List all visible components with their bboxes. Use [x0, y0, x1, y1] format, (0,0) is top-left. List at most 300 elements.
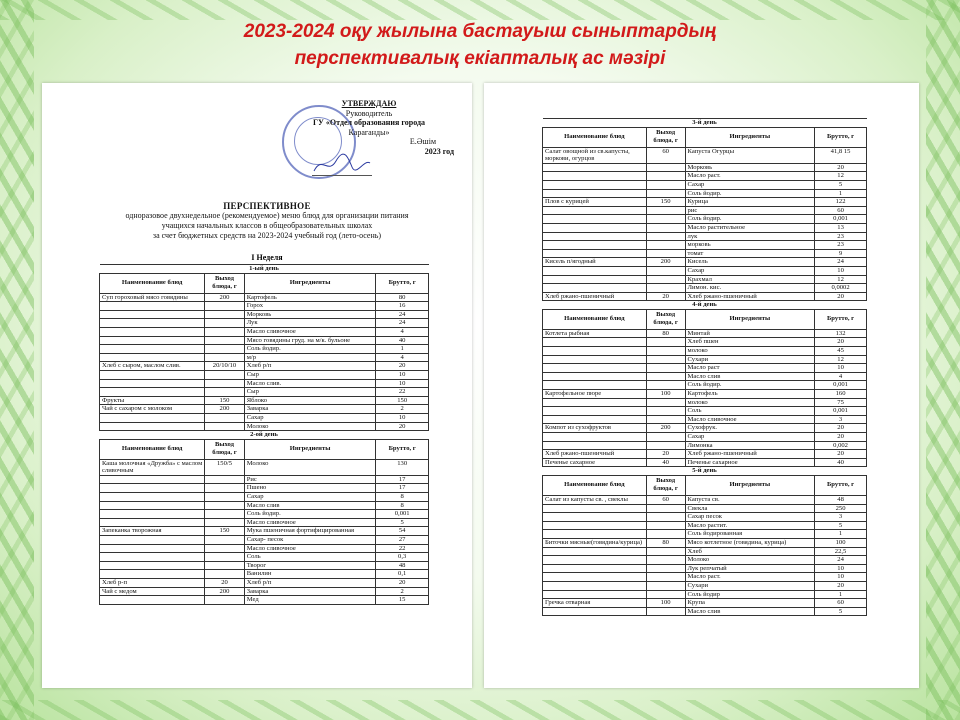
ingredient: Капуста Огурцы	[685, 147, 815, 163]
portion-size	[646, 504, 685, 513]
portion-size	[646, 172, 685, 181]
menu-row	[543, 206, 867, 215]
ingredient: Масло раст.	[685, 573, 815, 582]
gross-weight: 80	[376, 293, 429, 302]
gross-weight: 24	[815, 556, 867, 565]
dish-name: Каша молочная «Дружба» с маслом сливочным	[100, 459, 205, 475]
gross-weight: 8	[376, 501, 429, 510]
ingredient: Соль	[685, 407, 815, 416]
heading-title: ПЕРСПЕКТИВНОЕ	[223, 201, 311, 211]
dish-name	[100, 370, 205, 379]
ingredient: Масло растит.	[685, 521, 815, 530]
menu-row	[543, 198, 867, 207]
dish-name	[100, 596, 205, 605]
menu-row	[100, 501, 429, 510]
dish-name	[100, 553, 205, 562]
dish-name: Хлеб с сыром, маслом слив.	[100, 362, 205, 371]
gross-weight: 10	[815, 364, 867, 373]
menu-row	[543, 581, 867, 590]
portion-size	[646, 364, 685, 373]
gross-weight: 160	[815, 390, 867, 399]
ingredient: Хлеб пшен	[685, 338, 815, 347]
portion-size	[205, 388, 244, 397]
portion-size	[646, 249, 685, 258]
right-decor-border	[926, 0, 960, 720]
bottom-decor-border	[0, 700, 960, 720]
menu-row	[543, 292, 867, 301]
menu-row	[543, 415, 867, 424]
portion-size: 20	[205, 579, 244, 588]
menu-page-1	[42, 83, 472, 688]
stamp-approved: УТВЕРЖДАЮ	[341, 99, 397, 108]
ingredient: Крахмал	[685, 275, 815, 284]
gross-weight: 60	[815, 206, 867, 215]
ingredient: Рис	[244, 475, 376, 484]
menu-row	[100, 413, 429, 422]
ingredient: Масло сливочное	[244, 518, 376, 527]
menu-row	[543, 441, 867, 450]
menu-row	[100, 388, 429, 397]
gross-weight: 0,001	[815, 215, 867, 224]
portion-size	[205, 570, 244, 579]
column-header: Выход блюда, г	[646, 309, 685, 329]
menu-row	[543, 172, 867, 181]
menu-row	[100, 396, 429, 405]
menu-row	[543, 381, 867, 390]
portion-size	[205, 501, 244, 510]
portion-size: 150	[646, 198, 685, 207]
ingredient: Масло слив.	[244, 379, 376, 388]
portion-size	[646, 521, 685, 530]
ingredient: Сахар	[685, 180, 815, 189]
dish-name	[543, 355, 647, 364]
menu-row	[100, 327, 429, 336]
menu-row	[100, 475, 429, 484]
heading-line-4: за счет бюджетных средств на 2023-2024 учебный год (лето-осень)	[152, 231, 382, 240]
ingredient: Масло раст	[685, 364, 815, 373]
dish-name: Плов с курицей	[543, 198, 647, 207]
dish-name	[543, 223, 647, 232]
ingredient: Крупа	[685, 599, 815, 608]
dish-name	[100, 413, 205, 422]
portion-size	[646, 433, 685, 442]
menu-row	[100, 302, 429, 311]
gross-weight: 27	[376, 536, 429, 545]
portion-size	[205, 302, 244, 311]
gross-weight: 132	[815, 329, 867, 338]
menu-row	[543, 364, 867, 373]
menu-table-page-2	[542, 118, 867, 616]
portion-size	[646, 530, 685, 539]
day-label: 2-ой день	[100, 431, 429, 440]
portion-size	[205, 553, 244, 562]
column-header: Выход блюда, г	[205, 439, 244, 459]
dish-name: Хлеб ржано-пшеничный	[543, 292, 647, 301]
portion-size: 150	[205, 527, 244, 536]
dish-name	[543, 607, 647, 616]
gross-weight: 0,001	[815, 381, 867, 390]
gross-weight: 9	[815, 249, 867, 258]
ingredient: Хлеб	[685, 547, 815, 556]
ingredient: молоко	[685, 398, 815, 407]
gross-weight: 20	[815, 424, 867, 433]
gross-weight: 20	[815, 450, 867, 459]
ingredient: Печенье сахарное	[685, 458, 815, 467]
gross-weight: 1	[815, 530, 867, 539]
gross-weight: 48	[815, 495, 867, 504]
portion-size	[646, 275, 685, 284]
menu-row	[100, 319, 429, 328]
heading-line-3: учащихся начальных классов в общеобразовательных школах	[161, 221, 373, 230]
menu-row	[543, 284, 867, 293]
dish-name	[543, 381, 647, 390]
portion-size: 60	[646, 495, 685, 504]
signature	[312, 153, 372, 176]
portion-size	[646, 241, 685, 250]
dish-name	[100, 518, 205, 527]
heading-line-2: одноразовое двухнедельное (рекомендуемое) меню блюд для организации питания	[125, 211, 409, 220]
ingredient: Сахар	[685, 266, 815, 275]
ingredient: Молоко	[244, 459, 376, 475]
dish-name	[543, 206, 647, 215]
gross-weight: 22,5	[815, 547, 867, 556]
ingredient: Морковь	[685, 163, 815, 172]
dish-name	[543, 521, 647, 530]
dish-name	[543, 347, 647, 356]
gross-weight: 10	[815, 573, 867, 582]
ingredient: Заварка	[244, 405, 376, 414]
menu-row	[543, 495, 867, 504]
portion-size: 200	[205, 293, 244, 302]
dish-name: Печенье сахарное	[543, 458, 647, 467]
portion-size	[646, 338, 685, 347]
column-header: Ингредиенты	[685, 309, 815, 329]
gross-weight: 16	[376, 302, 429, 311]
portion-size	[646, 441, 685, 450]
gross-weight: 20	[815, 163, 867, 172]
gross-weight: 2	[376, 405, 429, 414]
menu-row	[100, 459, 429, 475]
menu-row	[543, 147, 867, 163]
column-header: Брутто, г	[376, 439, 429, 459]
dish-name	[543, 172, 647, 181]
dish-name	[100, 561, 205, 570]
dish-name	[543, 398, 647, 407]
ingredient: Мука пшеничная фортифицированная	[244, 527, 376, 536]
dish-name: Хлеб ржано-пшеничный	[543, 450, 647, 459]
dish-name	[100, 493, 205, 502]
gross-weight: 0,001	[815, 407, 867, 416]
ingredient: Масло сливочное	[685, 415, 815, 424]
ingredient: Соль йодир.	[685, 381, 815, 390]
ingredient: молоко	[685, 347, 815, 356]
ingredient: Соль йодир	[685, 590, 815, 599]
menu-row	[543, 547, 867, 556]
dish-name	[100, 536, 205, 545]
column-header: Ингредиенты	[244, 439, 376, 459]
ingredient: рис	[685, 206, 815, 215]
ingredient: Сухари	[685, 355, 815, 364]
dish-name: Чай с медом	[100, 587, 205, 596]
dish-name	[100, 353, 205, 362]
dish-name	[543, 364, 647, 373]
gross-weight: 60	[815, 599, 867, 608]
gross-weight: 5	[376, 518, 429, 527]
dish-name	[543, 556, 647, 565]
menu-row	[100, 579, 429, 588]
menu-row	[100, 336, 429, 345]
gross-weight: 130	[376, 459, 429, 475]
ingredient: Пшено	[244, 484, 376, 493]
ingredient: Сахар песок	[685, 513, 815, 522]
menu-row	[543, 538, 867, 547]
gross-weight: 20	[815, 581, 867, 590]
portion-size: 20	[646, 450, 685, 459]
portion-size: 100	[646, 599, 685, 608]
menu-row	[543, 215, 867, 224]
menu-row	[100, 345, 429, 354]
menu-row	[543, 241, 867, 250]
dish-name: Котлета рыбная	[543, 329, 647, 338]
portion-size: 60	[646, 147, 685, 163]
portion-size: 80	[646, 538, 685, 547]
gross-weight: 24	[376, 319, 429, 328]
gross-weight: 48	[376, 561, 429, 570]
top-decor-border	[0, 0, 960, 20]
gross-weight: 23	[815, 241, 867, 250]
column-header: Брутто, г	[815, 475, 867, 495]
gross-weight: 5	[815, 521, 867, 530]
menu-row	[100, 536, 429, 545]
ingredient: Хлеб р/п	[244, 579, 376, 588]
dish-name	[100, 302, 205, 311]
ingredient: Масло сливочное	[244, 327, 376, 336]
menu-row	[100, 353, 429, 362]
dish-name	[543, 232, 647, 241]
ingredient: Молоко	[244, 422, 376, 431]
menu-row	[543, 530, 867, 539]
dish-name	[543, 266, 647, 275]
gross-weight: 10	[376, 413, 429, 422]
menu-row	[543, 573, 867, 582]
menu-row	[100, 310, 429, 319]
gross-weight: 20	[376, 422, 429, 431]
stamp-signer: Е.Әшім	[409, 137, 436, 146]
gross-weight: 20	[815, 338, 867, 347]
stamp-head: Руководитель	[345, 108, 393, 118]
ingredient: Масло сливочное	[244, 544, 376, 553]
ingredient: Горох	[244, 302, 376, 311]
menu-row	[100, 544, 429, 553]
dish-name: Салат из капусты св. , свеклы	[543, 495, 647, 504]
gross-weight: 10	[376, 379, 429, 388]
portion-size	[205, 422, 244, 431]
dish-name: Картофельное пюре	[543, 390, 647, 399]
gross-weight: 4	[376, 327, 429, 336]
ingredient: лук	[685, 232, 815, 241]
dish-name	[543, 504, 647, 513]
menu-row	[543, 564, 867, 573]
menu-row	[543, 347, 867, 356]
dish-name	[543, 180, 647, 189]
portion-size: 200	[646, 424, 685, 433]
dish-name	[100, 319, 205, 328]
menu-row	[543, 407, 867, 416]
gross-weight: 4	[815, 372, 867, 381]
ingredient: Масло слив	[685, 607, 815, 616]
ingredient: томат	[685, 249, 815, 258]
dish-name	[100, 388, 205, 397]
portion-size	[646, 607, 685, 616]
portion-size	[205, 544, 244, 553]
dish-name	[100, 501, 205, 510]
ingredient: Соль йодир.	[685, 215, 815, 224]
menu-heading	[102, 201, 432, 241]
dish-name: Запеканка творожная	[100, 527, 205, 536]
portion-size	[646, 573, 685, 582]
ingredient: Лук	[244, 319, 376, 328]
portion-size	[646, 513, 685, 522]
menu-row	[100, 422, 429, 431]
menu-row	[100, 587, 429, 596]
gross-weight: 8	[376, 493, 429, 502]
gross-weight: 23	[815, 232, 867, 241]
dish-name	[543, 513, 647, 522]
ingredient: Курица	[685, 198, 815, 207]
gross-weight: 24	[815, 258, 867, 267]
ingredient: Творог	[244, 561, 376, 570]
ingredient: Молоко	[685, 556, 815, 565]
portion-size: 20	[646, 292, 685, 301]
column-header: Наименование блюд	[100, 439, 205, 459]
ingredient: Лук репчатый	[685, 564, 815, 573]
menu-row	[543, 180, 867, 189]
menu-row	[543, 275, 867, 284]
portion-size	[205, 345, 244, 354]
gross-weight: 12	[815, 172, 867, 181]
ingredient: м/р	[244, 353, 376, 362]
ingredient: Лимонка	[685, 441, 815, 450]
menu-row	[100, 518, 429, 527]
portion-size	[646, 180, 685, 189]
portion-size	[205, 484, 244, 493]
menu-row	[543, 232, 867, 241]
gross-weight: 12	[815, 355, 867, 364]
portion-size	[646, 206, 685, 215]
column-header: Наименование блюд	[543, 475, 647, 495]
gross-weight: 10	[815, 564, 867, 573]
dish-name	[543, 547, 647, 556]
menu-row	[543, 433, 867, 442]
ingredient: Соль йодированная	[685, 530, 815, 539]
portion-size	[646, 381, 685, 390]
gross-weight: 0,0002	[815, 284, 867, 293]
menu-row	[543, 329, 867, 338]
dish-name	[543, 189, 647, 198]
gross-weight: 250	[815, 504, 867, 513]
column-header: Ингредиенты	[685, 475, 815, 495]
dish-name	[543, 338, 647, 347]
ingredient: Сахар	[244, 413, 376, 422]
column-header: Наименование блюд	[543, 127, 647, 147]
menu-row	[100, 527, 429, 536]
ingredient: Хлеб р/п	[244, 362, 376, 371]
dish-name	[543, 241, 647, 250]
dish-name	[543, 581, 647, 590]
dish-name	[100, 544, 205, 553]
menu-row	[543, 258, 867, 267]
dish-name: Хлеб р-п	[100, 579, 205, 588]
dish-name: Компот из сухофруктов	[543, 424, 647, 433]
gross-weight: 20	[376, 579, 429, 588]
dish-name: Салат овощной из св.капусты, моркови, огурцов	[543, 147, 647, 163]
portion-size: 200	[646, 258, 685, 267]
slide-title	[0, 18, 960, 72]
menu-row	[543, 556, 867, 565]
ingredient: Сыр	[244, 388, 376, 397]
gross-weight: 100	[815, 538, 867, 547]
dish-name	[100, 327, 205, 336]
portion-size	[646, 232, 685, 241]
stamp-city: Караганды»	[348, 127, 390, 137]
stamp-org: ГУ «Отдел образования города	[312, 118, 426, 127]
menu-row	[100, 553, 429, 562]
ingredient: Минтай	[685, 329, 815, 338]
dish-name	[100, 484, 205, 493]
ingredient: морковь	[685, 241, 815, 250]
portion-size	[205, 319, 244, 328]
gross-weight: 40	[815, 458, 867, 467]
portion-size: 100	[646, 390, 685, 399]
gross-weight: 22	[376, 544, 429, 553]
ingredient: Мед	[244, 596, 376, 605]
gross-weight: 75	[815, 398, 867, 407]
dish-name	[100, 379, 205, 388]
gross-weight: 0,1	[376, 570, 429, 579]
portion-size	[646, 215, 685, 224]
day-label: 4-й день	[543, 301, 867, 310]
gross-weight: 3	[815, 513, 867, 522]
column-header: Брутто, г	[815, 127, 867, 147]
menu-row	[543, 390, 867, 399]
gross-weight: 10	[376, 370, 429, 379]
gross-weight: 2	[376, 587, 429, 596]
portion-size: 150	[205, 396, 244, 405]
portion-size	[646, 398, 685, 407]
gross-weight: 122	[815, 198, 867, 207]
gross-weight: 150	[376, 396, 429, 405]
portion-size	[205, 561, 244, 570]
dish-name	[543, 372, 647, 381]
dish-name	[543, 284, 647, 293]
portion-size: 80	[646, 329, 685, 338]
menu-row	[100, 493, 429, 502]
dish-name	[543, 249, 647, 258]
dish-name: Чай с сахаром с молоком	[100, 405, 205, 414]
portion-size	[646, 347, 685, 356]
menu-row	[100, 370, 429, 379]
portion-size	[205, 475, 244, 484]
week-label: I Неделя	[251, 253, 283, 262]
dish-name	[543, 215, 647, 224]
ingredient: Соль	[244, 553, 376, 562]
ingredient: Мясо говядины груд. на м/к. бульоне	[244, 336, 376, 345]
gross-weight: 1	[376, 345, 429, 354]
portion-size	[205, 596, 244, 605]
dish-name	[100, 475, 205, 484]
gross-weight: 24	[376, 310, 429, 319]
dish-name	[100, 336, 205, 345]
